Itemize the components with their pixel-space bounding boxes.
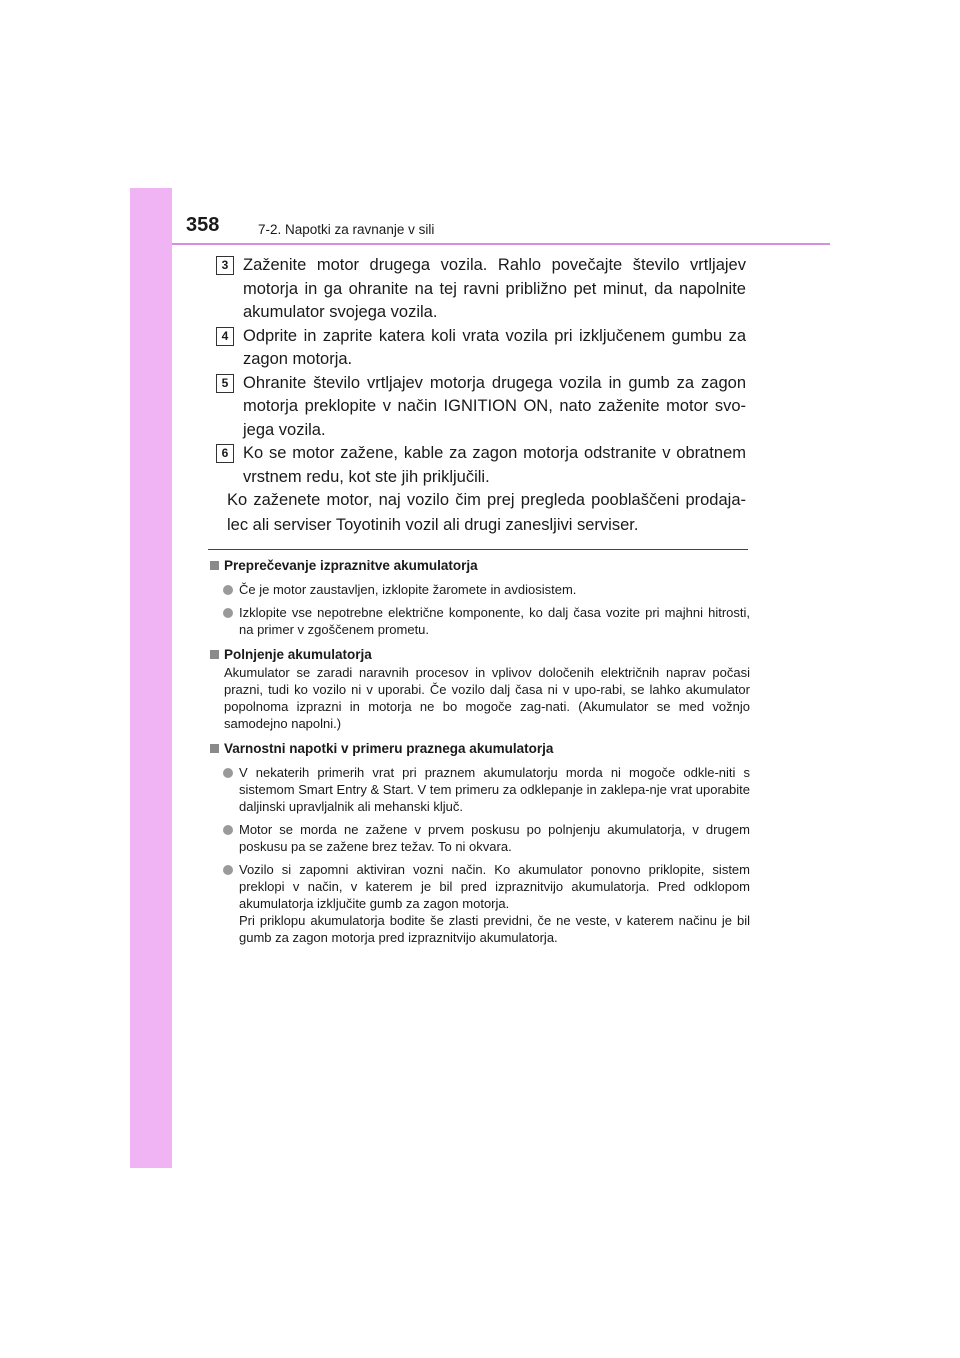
note-heading-text: Polnjenje akumulatorja <box>224 647 372 662</box>
step-text: Zaženite motor drugega vozila. Rahlo povečajte število vrtljajev motorja in ga ohranite na tej ravni približno pet minut, da napolnite akumulator svojega vozila. <box>243 256 746 321</box>
step-3 <box>216 254 746 325</box>
note-bullet-text: Izklopite vse nepotrebne električne komponente, ko dalj časa vozite pri majhni hitrosti, na primer v zgoščenem prometu. <box>239 605 750 637</box>
note-heading <box>210 740 750 758</box>
section-divider <box>208 549 748 550</box>
square-bullet-icon <box>210 561 219 570</box>
step-number-badge: 6 <box>216 444 234 463</box>
note-bullet <box>210 764 750 815</box>
summary-paragraph: Ko zaženete motor, naj vozilo čim prej pregleda pooblaščeni prodaja-lec ali serviser Toyotinih vozil ali drugi zanesljivi serviser. <box>227 491 746 534</box>
step-number-badge: 4 <box>216 327 234 346</box>
steps-list <box>216 254 746 489</box>
step-6 <box>216 442 746 489</box>
round-bullet-icon <box>223 585 233 595</box>
note-bullet-text: Če je motor zaustavljen, izklopite žaromete in avdiosistem. <box>239 582 577 597</box>
chapter-sidebar-tab <box>130 188 172 1168</box>
note-bullet <box>210 861 750 946</box>
note-bullet <box>210 581 750 598</box>
square-bullet-icon <box>210 650 219 659</box>
note-bullet <box>210 604 750 638</box>
section-title: 7-2. Napotki za ravnanje v sili <box>258 222 435 237</box>
note-heading <box>210 557 750 575</box>
step-number-badge: 3 <box>216 256 234 275</box>
step-4 <box>216 325 746 372</box>
round-bullet-icon <box>223 865 233 875</box>
step-text: Odprite in zaprite katera koli vrata vozila pri izključenem gumbu za zagon motorja. <box>243 326 746 368</box>
step-5 <box>216 372 746 443</box>
step-text: Ohranite število vrtljajev motorja drugega vozila in gumb za zagon motorja preklopite v način IGNITION ON, nato zaženite motor svo-jega vozila. <box>243 373 746 439</box>
round-bullet-icon <box>223 825 233 835</box>
note-bullet-text: V nekaterih primerih vrat pri praznem akumulatorju morda ni mogoče odkle-niti s sistemom Smart Entry & Start. V tem primeru za odklepanje in zaklepa-nje vrat uporabite daljinski upravljalnik ali mehanski ključ. <box>239 765 750 814</box>
note-bullet-text: Vozilo si zapomni aktiviran vozni način. Ko akumulator ponovno priklopite, sistem preklopi v način, v katerem je bil pred izpraznitvijo akumulatorja. Pred odklopom akumulatorja izključite gumb za zagon motorja. <box>239 862 750 911</box>
round-bullet-icon <box>223 608 233 618</box>
note-bullet <box>210 821 750 855</box>
square-bullet-icon <box>210 744 219 753</box>
note-heading <box>210 646 750 664</box>
page-number: 358 <box>186 214 220 236</box>
notes-section <box>210 557 750 946</box>
step-text: Ko se motor zažene, kable za zagon motorja odstranite v obratnem vrstnem redu, kot ste jih priključili. <box>243 444 746 486</box>
step-number-badge: 5 <box>216 374 234 393</box>
note-heading-text: Varnostni napotki v primeru praznega akumulatorja <box>224 741 554 756</box>
header-rule <box>172 243 830 245</box>
round-bullet-icon <box>223 768 233 778</box>
note-paragraph: Akumulator se zaradi naravnih procesov in vplivov določenih električnih naprav počasi prazni, tudi ko vozilo ni v uporabi. Če vozilo dalj časa ni v upo-rabi, se lahko akumulator popolnoma izprazni in motorja ne bo mogoče zag-nati. (Akumulator se med vožnjo samodejno napolni.) <box>224 665 750 731</box>
note-bullet-text-continued: Pri priklopu akumulatorja bodite še zlasti previdni, če ne veste, v katerem načinu je bil gumb za zagon motorja pred izpraznitvijo akumulatorja. <box>239 913 750 945</box>
note-heading-text: Preprečevanje izpraznitve akumulatorja <box>224 558 478 573</box>
note-bullet-text: Motor se morda ne zažene v prvem poskusu po polnjenju akumulatorja, v drugem poskusu pa se zažene brez težav. To ni okvara. <box>239 822 750 854</box>
